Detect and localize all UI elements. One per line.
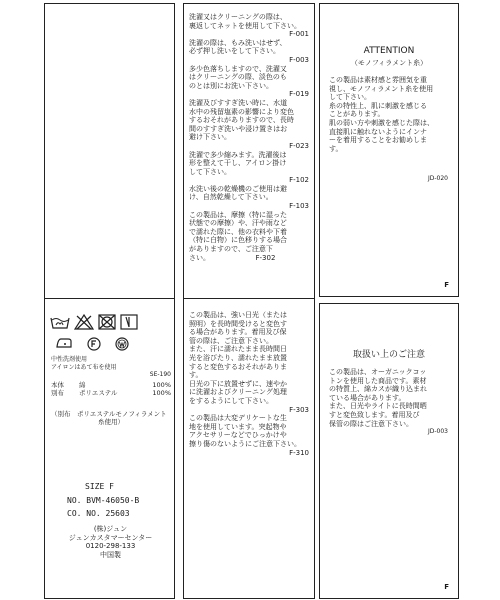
handling-body: [329, 368, 450, 428]
instruction-line: る場合があります。着用及び保: [189, 328, 287, 337]
hand-wash-icon: [50, 314, 70, 330]
body-line: この製品は、オーガニックコッ: [329, 368, 427, 376]
attention-heading: ATTENTION: [363, 46, 415, 56]
fabric-row: [51, 389, 171, 397]
size-line: [67, 482, 139, 492]
instruction-code: F-023: [289, 141, 309, 150]
body-line: 保管の際はご注意下さい。: [329, 419, 413, 428]
label-footer: F: [444, 583, 449, 591]
body-line: す。: [329, 144, 343, 153]
body-line: ことがあります。: [329, 110, 385, 119]
fabric-part: 別布: [51, 389, 64, 397]
product-info: [67, 482, 139, 519]
attention-label: [319, 3, 459, 297]
instruction-line: す。: [189, 371, 203, 380]
label-footer: F: [444, 281, 449, 289]
phone-number: 0120-298-133: [85, 542, 136, 551]
fabric-composition: [51, 381, 171, 397]
body-line: 肌の弱い方や刺激を感じた際は、: [329, 118, 434, 127]
no-bleach-icon: [74, 314, 94, 330]
body-line: の特質上、綿カスが織り込まれ: [329, 385, 427, 394]
care-note: 中性洗剤使用: [51, 356, 88, 363]
instruction-line: また、汗に濡れたまま長時間日: [189, 345, 287, 354]
line-dry-icon: [120, 314, 138, 330]
body-line: 直接肌に触れないようにインナ: [329, 127, 427, 136]
wet-clean-w-icon: [115, 337, 129, 351]
instruction-code: F-102: [289, 176, 309, 185]
instruction-line: はクリーニングの際、淡色のも: [189, 73, 287, 82]
instruction-line: がありますので、ご注意下: [189, 245, 273, 254]
country-of-origin: 中国製: [100, 550, 121, 559]
instruction-line: さい。 F-302: [189, 253, 276, 262]
company-info: [45, 525, 176, 559]
iron-low-icon: [55, 337, 73, 351]
fabric-part: 本体: [51, 381, 64, 389]
care-symbols-row: [50, 314, 138, 330]
instruction-line: 洗濯の際は、もみ洗いはせず、: [189, 38, 287, 47]
instruction-code: F-310: [289, 448, 309, 457]
instruction-line: 間のすすぎ洗いや浸け置きはお: [189, 124, 288, 133]
instruction-line: 水洗い後の乾燥機のご使用は避: [189, 184, 287, 193]
instructions-bottom: [189, 311, 309, 457]
instruction-line: して下さい。: [189, 167, 231, 176]
instruction-line: 洗濯又はクリーニングの際は、: [189, 13, 287, 21]
color-number: CO. NO. 25603: [67, 509, 130, 518]
instruction-line: すると変色するおそれがありま: [189, 362, 287, 371]
attention-body: [329, 76, 450, 153]
instruction-line: 水中の残留塩素の影響により変色: [189, 107, 294, 116]
dry-clean-f-icon: [87, 337, 101, 351]
label-code: JD-003: [427, 428, 448, 435]
instruction-line: （特に白物）に色移りする場合: [189, 236, 287, 245]
instruction-code: F-103: [289, 202, 309, 211]
label-code: JD-020: [427, 175, 448, 182]
instruction-line: この製品は、強い日光（または: [189, 311, 287, 319]
fabric-percent: 100%: [152, 389, 171, 397]
product-number: NO. BVM-46050-B: [67, 495, 140, 505]
fabric-material: ポリエステル: [79, 389, 118, 397]
fabric-percent: 100%: [152, 381, 171, 389]
instruction-line: 管の際は、ご注意下さい。: [189, 336, 273, 345]
body-line: して下さい。: [329, 93, 371, 102]
note-line: （別布 ポリエステルモノフィラメント: [51, 410, 167, 418]
size-value: F: [109, 482, 114, 491]
note-line: 糸使用）: [98, 418, 124, 426]
company-name: (株)ジュン: [93, 525, 128, 533]
instruction-line: 必ず押し洗いをして下さい。: [189, 47, 280, 56]
instruction-line: 擦り傷のないようにご注意下さい。: [189, 439, 301, 448]
instruction-line: 洗濯及びすすぎ洗い時に、水道: [189, 98, 288, 107]
care-label-instructions: [183, 3, 315, 599]
instruction-line: 形を整えて干し、アイロン掛け: [189, 159, 287, 168]
instruction-line: 状態での摩擦）や、汗や雨など: [189, 219, 287, 228]
body-line: 視し、モノフィラメント糸を使用: [329, 84, 434, 93]
instruction-code: F-019: [289, 90, 309, 99]
instruction-line: するおそれがありますので、長時: [189, 116, 294, 125]
body-line: この製品は素材感と雰囲気を重: [329, 76, 427, 84]
body-line: ている場合があります。: [329, 393, 406, 402]
instruction-line: け、自然乾燥して下さい。: [189, 193, 273, 202]
instruction-line: 照明）を長時間受けると変色す: [189, 319, 287, 328]
instruction-line: 裏返してネットを使用して下さい。: [189, 21, 301, 30]
body-line: トンを使用した商品です。素材: [329, 376, 427, 385]
body-line: 糸の特性上、肌に刺激を感じる: [329, 101, 427, 110]
body-line: ーを着用することをお勧めしま: [329, 136, 427, 145]
instruction-code: F-001: [289, 30, 309, 39]
instruction-line: 洗濯で多少縮みます。洗濯後は: [189, 150, 287, 159]
fold-line: [45, 298, 174, 299]
handling-label: [319, 303, 459, 599]
instruction-code: F-303: [289, 405, 309, 414]
body-line: また、日光やライトに長時間晒: [329, 402, 427, 411]
instruction-line: アクセサリーなどでひっかけや: [189, 431, 287, 440]
fabric-material: 綿: [79, 381, 86, 389]
handling-heading: 取扱い上のご注意: [352, 350, 425, 360]
care-symbols-row-2: [55, 337, 129, 351]
instruction-line: 日光の下に放置せずに、速やか: [189, 379, 287, 388]
fabric-row: [51, 381, 171, 389]
size-label: SIZE: [85, 482, 105, 491]
instruction-line: で濡れた際に、他の衣料や下着: [189, 227, 287, 236]
body-line: すと変色致します。着用及び: [329, 410, 420, 419]
instructions-top: [189, 13, 309, 262]
instruction-line: のとは別にお洗い下さい。: [189, 81, 273, 90]
instruction-line: に洗濯およびクリーニング処理: [189, 388, 287, 397]
instruction-code: F-003: [289, 55, 309, 64]
no-tumble-dry-icon: [98, 314, 116, 330]
instruction-line: をするようにして下さい。: [189, 396, 273, 405]
attention-subheading: （モノフィラメント糸）: [350, 59, 428, 67]
instruction-line: 光を浴びたり、濡れたまま放置: [189, 353, 287, 362]
instruction-line: この製品は、摩擦（特に湿った: [189, 210, 287, 219]
instruction-line: 避け下さい。: [189, 133, 231, 142]
secondary-fabric-note: [51, 410, 171, 426]
fold-line: [184, 298, 314, 299]
care-label-main: [44, 3, 175, 599]
instruction-line: 多少色落ちしますので、洗濯又: [189, 64, 287, 73]
care-notes: [51, 356, 171, 379]
customer-center: ジュンカスタマーセンター: [68, 533, 153, 542]
care-code: SE-190: [149, 371, 171, 378]
care-note: アイロンはあて布を使用: [51, 363, 117, 371]
instruction-line: 地を使用しています。突起物や: [189, 422, 287, 431]
instruction-line: この製品は大変デリケートな生: [189, 414, 287, 423]
